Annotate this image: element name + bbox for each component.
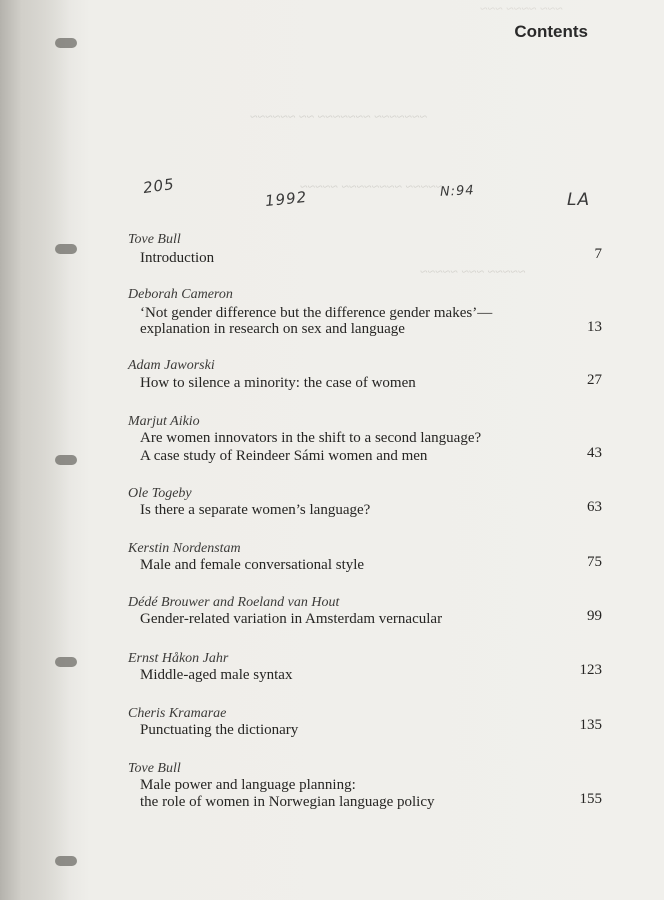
- toc-title-line: Punctuating the dictionary: [140, 722, 299, 738]
- toc-page-number: 135: [579, 717, 602, 733]
- toc-author: Kerstin Nordenstam: [128, 541, 241, 556]
- toc-title-line: A case study of Reindeer Sámi women and men: [140, 448, 428, 464]
- toc-page-number: 63: [587, 499, 602, 515]
- bleed-through-text: ~~~ ~~~~ ~~~: [480, 2, 563, 17]
- toc-page-number: 99: [587, 608, 602, 624]
- binding-ring: [55, 244, 77, 254]
- toc-author: Tove Bull: [128, 232, 181, 247]
- bleed-through-text: ~~~~~~~ ~~~~~~~ ~~ ~~~~~~: [250, 110, 428, 125]
- toc-page-number: 13: [587, 319, 602, 335]
- toc-author: Adam Jaworski: [128, 358, 215, 373]
- handwritten-note: 205: [141, 174, 176, 198]
- binding-ring: [55, 455, 77, 465]
- binding-gutter: [0, 0, 70, 900]
- toc-author: Tove Bull: [128, 761, 181, 776]
- toc-page-number: 27: [587, 372, 602, 388]
- bleed-through-text: ~~~~~ ~~~ ~~~~~: [420, 265, 526, 280]
- toc-title-line: How to silence a minority: the case of women: [140, 375, 416, 391]
- handwritten-note: 1992: [264, 187, 309, 211]
- toc-title-line: Introduction: [140, 250, 215, 266]
- toc-title-line: Gender-related variation in Amsterdam vernacular: [140, 611, 443, 627]
- toc-page-number: 75: [587, 554, 602, 570]
- binding-ring: [55, 657, 77, 667]
- toc-author: Ole Togeby: [128, 486, 192, 501]
- binding-ring: [55, 856, 77, 866]
- toc-author: Deborah Cameron: [128, 287, 233, 302]
- toc-title-line: Are women innovators in the shift to a second language?: [140, 430, 482, 446]
- toc-title-line: Is there a separate women’s language?: [140, 502, 371, 518]
- toc-title-line: explanation in research on sex and language: [140, 321, 405, 337]
- toc-page-number: 7: [594, 246, 602, 262]
- toc-author: Dédé Brouwer and Roeland van Hout: [128, 595, 340, 610]
- handwritten-note: N:94: [439, 183, 476, 200]
- binding-ring: [55, 38, 77, 48]
- toc-author: Cheris Kramarae: [128, 706, 227, 721]
- toc-author: Ernst Håkon Jahr: [128, 651, 229, 666]
- toc-page-number: 123: [579, 662, 602, 678]
- toc-title-line: ‘Not gender difference but the difference gender makes’—: [140, 305, 493, 321]
- toc-title-line: Male and female conversational style: [140, 557, 365, 573]
- bleed-through-text: ~~~~~ ~~~~~~~~ ~~~~~: [300, 180, 444, 195]
- handwritten-note: LA: [567, 190, 591, 210]
- toc-title-line: the role of women in Norwegian language policy: [140, 794, 435, 810]
- toc-page-number: 43: [587, 445, 602, 461]
- toc-title-line: Male power and language planning:: [140, 777, 356, 793]
- toc-page-number: 155: [579, 791, 602, 807]
- toc-author: Marjut Aikio: [128, 414, 200, 429]
- page-title: Contents: [514, 22, 588, 41]
- toc-title-line: Middle-aged male syntax: [140, 667, 293, 683]
